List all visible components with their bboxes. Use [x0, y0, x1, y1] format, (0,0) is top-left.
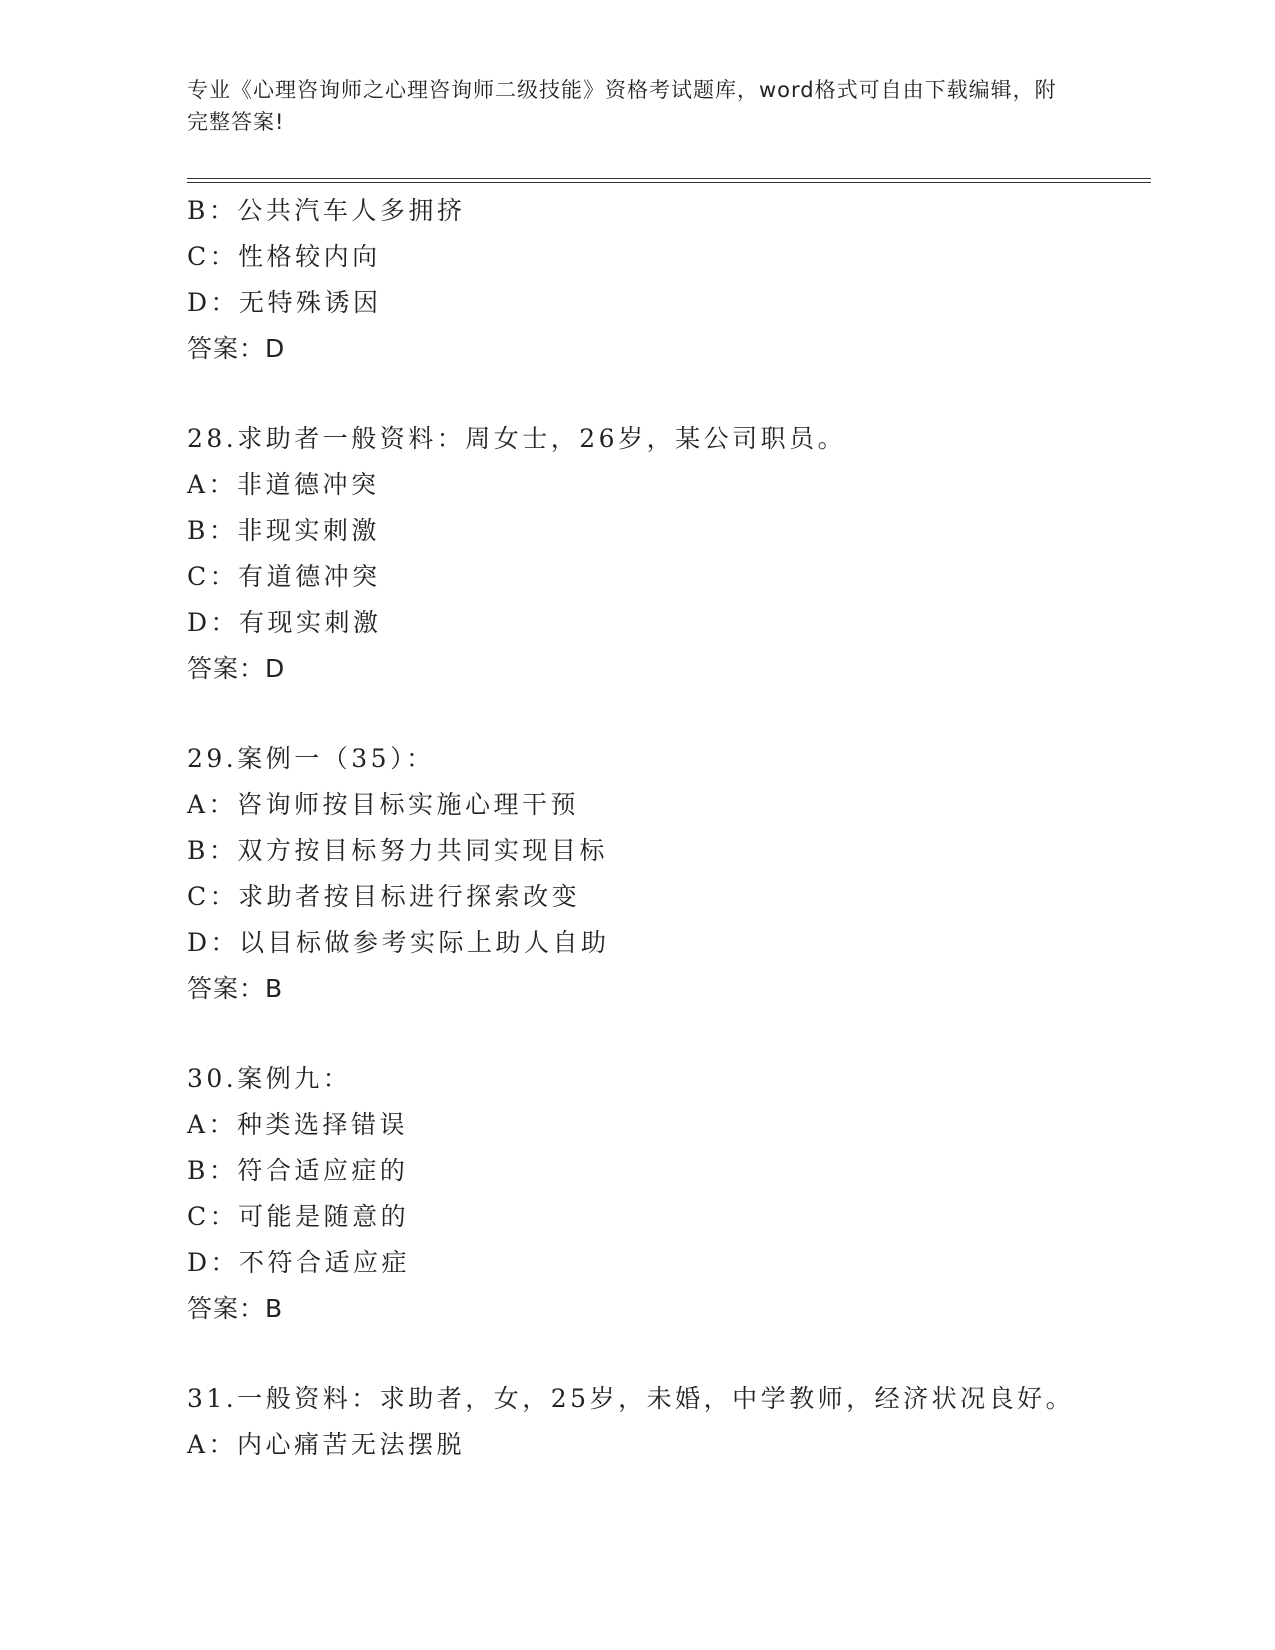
question-stem: 29.案例一（35）： — [187, 744, 435, 773]
option-c: C：性格较内向 — [187, 242, 381, 271]
option-a: A：内心痛苦无法摆脱 — [187, 1430, 466, 1459]
question-list — [187, 188, 1151, 1468]
option-d: D：无特殊诱因 — [187, 288, 382, 317]
option-a: A：非道德冲突 — [187, 470, 380, 499]
question-block-31 — [187, 1376, 1151, 1468]
question-block-partial — [187, 188, 1151, 372]
option-a: A：种类选择错误 — [187, 1110, 409, 1139]
option-a: A：咨询师按目标实施心理干预 — [187, 790, 580, 819]
option-b: B：公共汽车人多拥挤 — [187, 196, 466, 225]
question-stem: 30.案例九： — [187, 1064, 352, 1093]
option-b: B：非现实刺激 — [187, 516, 380, 545]
header-divider — [187, 178, 1151, 183]
option-c: C：有道德冲突 — [187, 562, 381, 591]
question-block-30 — [187, 1056, 1151, 1332]
option-d: D：不符合适应症 — [187, 1248, 411, 1277]
question-block-29 — [187, 736, 1151, 1012]
question-stem: 28.求助者一般资料：周女士，26岁，某公司职员。 — [187, 424, 847, 453]
spacer — [187, 692, 1151, 736]
option-d: D：以目标做参考实际上助人自助 — [187, 928, 610, 957]
option-c: C：求助者按目标进行探索改变 — [187, 882, 581, 911]
spacer — [187, 372, 1151, 416]
question-stem: 31.一般资料：求助者，女，25岁，未婚，中学教师，经济状况良好。 — [187, 1384, 1075, 1413]
option-c: C：可能是随意的 — [187, 1202, 410, 1231]
option-b: B：符合适应症的 — [187, 1156, 409, 1185]
option-d: D：有现实刺激 — [187, 608, 382, 637]
question-block-28 — [187, 416, 1151, 692]
answer: 答案：B — [187, 1294, 284, 1323]
answer: 答案：B — [187, 974, 284, 1003]
option-b: B：双方按目标努力共同实现目标 — [187, 836, 608, 865]
answer: 答案：D — [187, 334, 286, 363]
spacer — [187, 1332, 1151, 1376]
answer: 答案：D — [187, 654, 286, 683]
page-header: 专业《心理咨询师之心理咨询师二级技能》资格考试题库，word格式可自由下载编辑，附完整答案! — [187, 78, 1057, 134]
spacer — [187, 1012, 1151, 1056]
